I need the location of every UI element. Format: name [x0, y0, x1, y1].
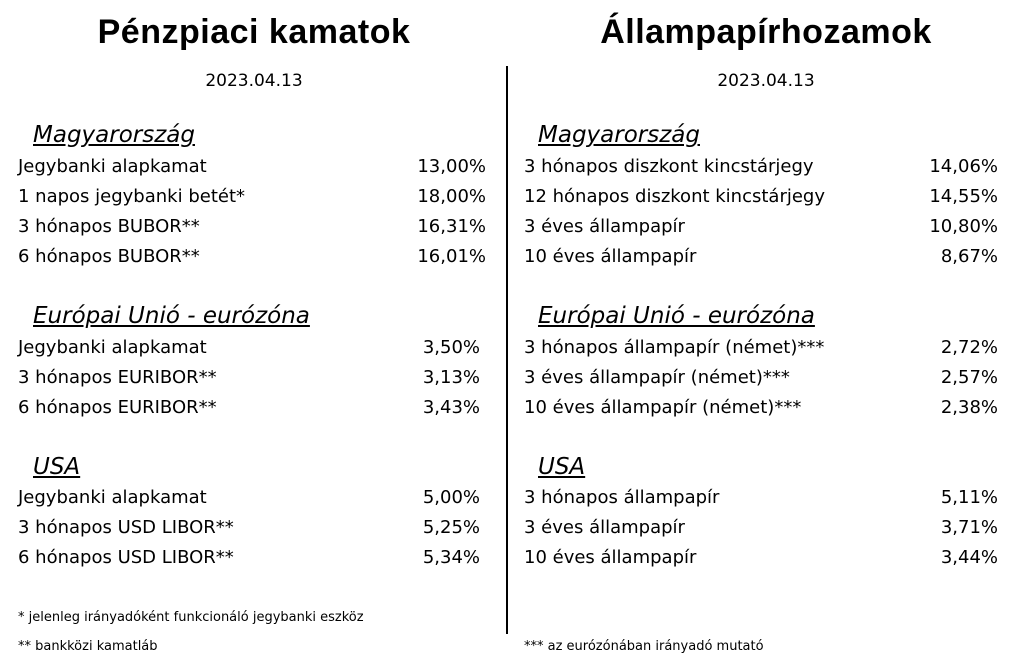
- right-title: Állampapírhozamok: [600, 13, 932, 51]
- row-label: 6 hónapos EURIBOR**: [18, 397, 217, 418]
- column-divider: [506, 66, 508, 634]
- row-value: 18,00%: [417, 186, 486, 207]
- left-row: [18, 245, 486, 269]
- row-label: 3 éves állampapír (német)***: [524, 367, 790, 388]
- left-row: [18, 516, 480, 540]
- row-value: 5,25%: [422, 517, 480, 538]
- left-footnote: * jelenleg irányadóként funkcionáló jegybanki eszköz: [18, 610, 364, 625]
- left-section-usa-heading: USA: [33, 454, 81, 480]
- row-label: 3 hónapos állampapír (német)***: [524, 337, 825, 358]
- left-row: [18, 155, 486, 179]
- row-label: 10 éves állampapír: [524, 547, 697, 568]
- row-label: Jegybanki alapkamat: [18, 337, 207, 358]
- row-value: 14,55%: [929, 186, 998, 207]
- row-label: 3 éves állampapír: [524, 517, 685, 538]
- left-row: [18, 486, 480, 510]
- row-label: 12 hónapos diszkont kincstárjegy: [524, 186, 826, 207]
- row-label: 1 napos jegybanki betét*: [18, 186, 246, 207]
- right-row: [524, 215, 998, 239]
- row-value: 3,43%: [422, 397, 480, 418]
- left-section-hungary-heading: Magyarország: [33, 122, 195, 148]
- row-value: 14,06%: [929, 156, 998, 177]
- row-label: Jegybanki alapkamat: [18, 156, 207, 177]
- row-value: 3,50%: [422, 337, 480, 358]
- row-label: 10 éves állampapír: [524, 246, 697, 267]
- row-label: 3 hónapos BUBOR**: [18, 216, 200, 237]
- row-value: 3,71%: [940, 517, 998, 538]
- right-section-usa-heading: USA: [538, 454, 586, 480]
- right-row: [524, 516, 998, 540]
- row-value: 2,57%: [940, 367, 998, 388]
- row-value: 2,72%: [940, 337, 998, 358]
- row-value: 13,00%: [417, 156, 486, 177]
- row-label: 3 hónapos diszkont kincstárjegy: [524, 156, 814, 177]
- left-section-eu-heading: Európai Unió - eurózóna: [33, 303, 310, 329]
- row-value: 5,00%: [422, 487, 480, 508]
- row-label: 3 hónapos állampapír: [524, 487, 720, 508]
- left-row: [18, 336, 480, 360]
- row-value: 16,01%: [417, 246, 486, 267]
- left-row: [18, 185, 486, 209]
- left-row: [18, 546, 480, 570]
- row-value: 2,38%: [940, 397, 998, 418]
- row-value: 3,13%: [422, 367, 480, 388]
- row-label: 3 éves állampapír: [524, 216, 685, 237]
- left-row: [18, 366, 480, 390]
- right-date: 2023.04.13: [717, 71, 815, 91]
- row-value: 10,80%: [929, 216, 998, 237]
- right-row: [524, 336, 998, 360]
- row-label: 3 hónapos EURIBOR**: [18, 367, 217, 388]
- right-row: [524, 546, 998, 570]
- left-date: 2023.04.13: [205, 71, 303, 91]
- row-value: 5,11%: [940, 487, 998, 508]
- row-value: 8,67%: [940, 246, 998, 267]
- right-row: [524, 396, 998, 420]
- right-footnote: *** az eurózónában irányadó mutató: [524, 639, 764, 654]
- row-value: 3,44%: [940, 547, 998, 568]
- row-label: 3 hónapos USD LIBOR**: [18, 517, 234, 538]
- left-title: Pénzpiaci kamatok: [97, 13, 411, 51]
- right-section-hungary-heading: Magyarország: [538, 122, 700, 148]
- right-section-eu-heading: Európai Unió - eurózóna: [538, 303, 815, 329]
- row-label: Jegybanki alapkamat: [18, 487, 207, 508]
- row-value: 16,31%: [417, 216, 486, 237]
- left-row: [18, 396, 480, 420]
- right-row: [524, 185, 998, 209]
- row-label: 6 hónapos BUBOR**: [18, 246, 200, 267]
- row-value: 5,34%: [422, 547, 480, 568]
- right-row: [524, 245, 998, 269]
- right-row: [524, 366, 998, 390]
- row-label: 10 éves állampapír (német)***: [524, 397, 802, 418]
- right-row: [524, 155, 998, 179]
- right-row: [524, 486, 998, 510]
- row-label: 6 hónapos USD LIBOR**: [18, 547, 234, 568]
- left-row: [18, 215, 486, 239]
- left-footnote: ** bankközi kamatláb: [18, 639, 158, 654]
